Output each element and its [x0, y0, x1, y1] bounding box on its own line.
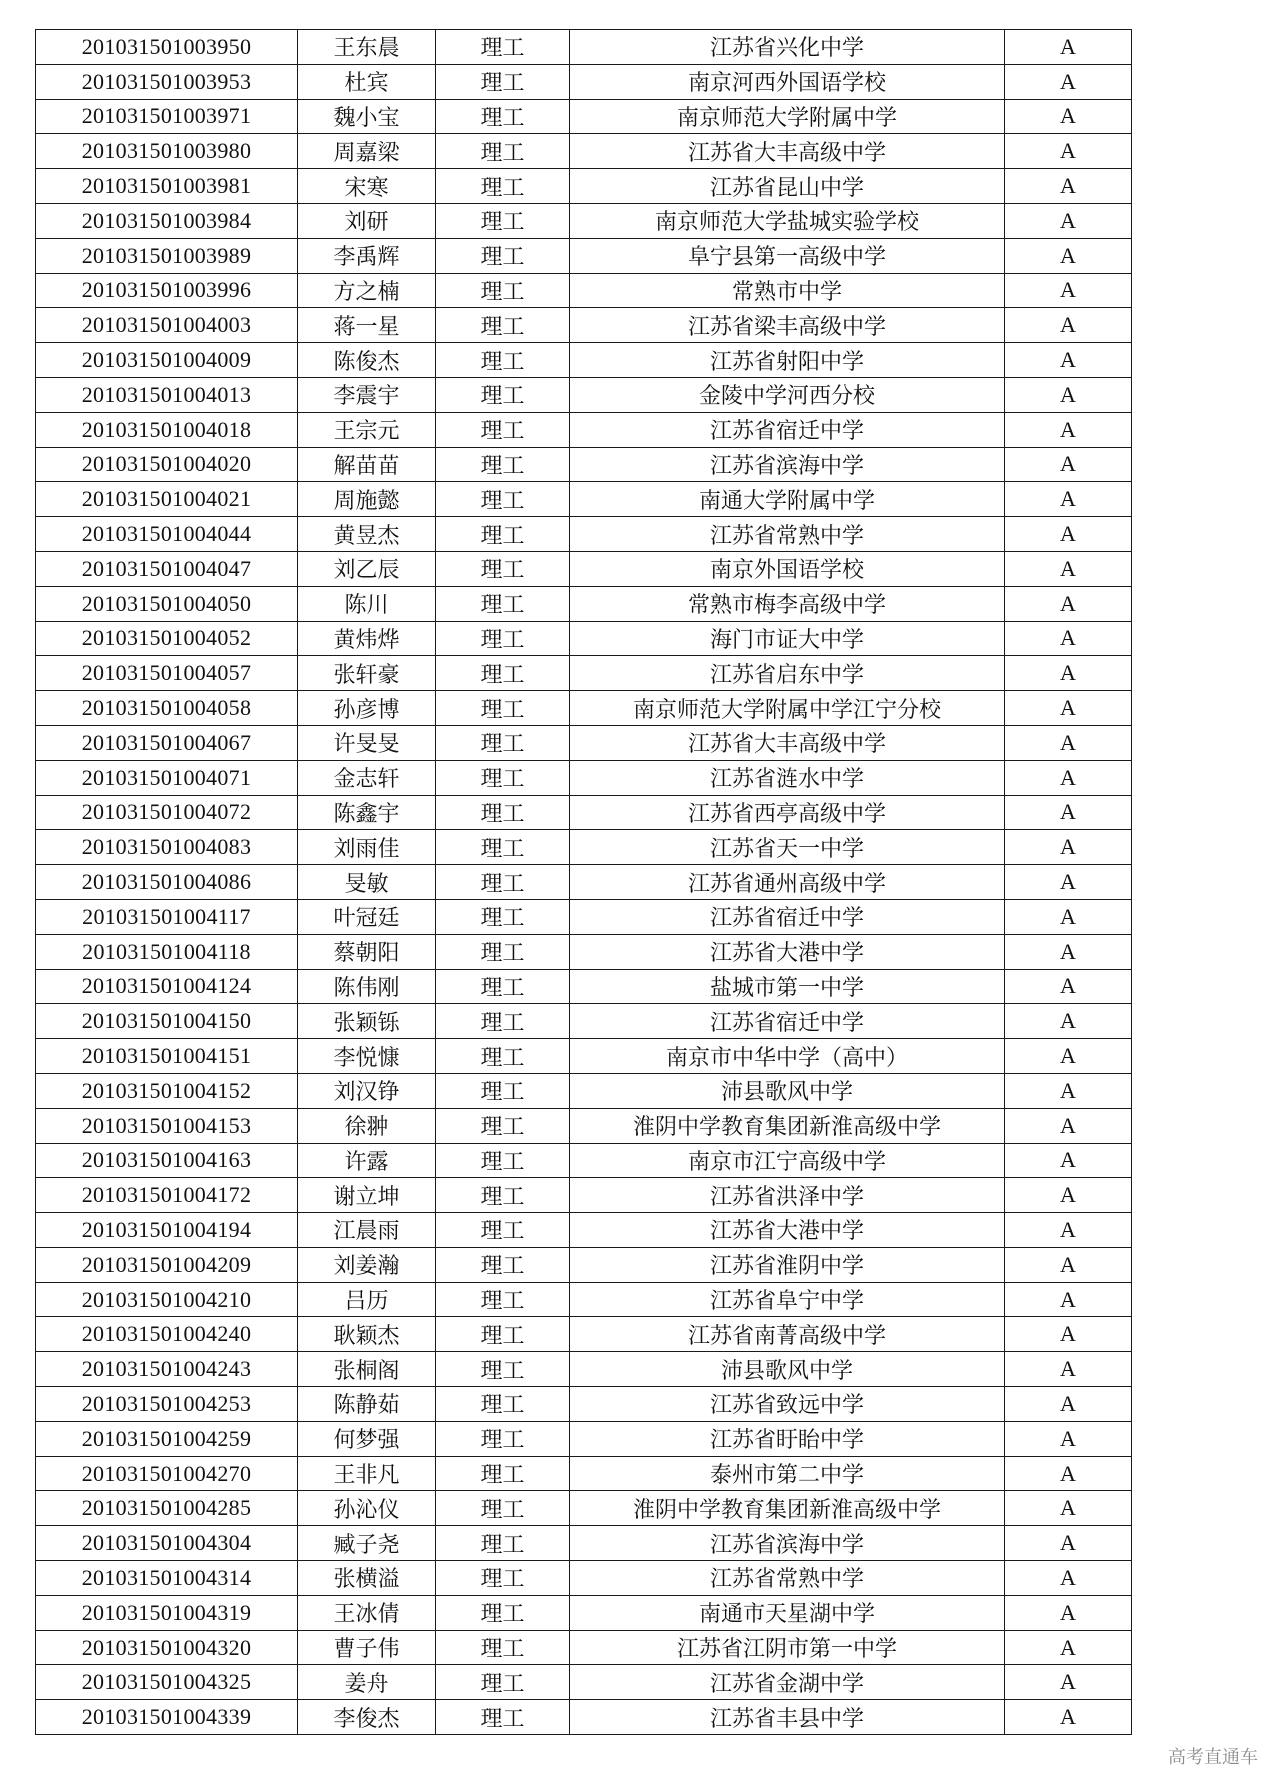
candidate-id-cell: 201031501004319	[36, 1595, 298, 1630]
category-cell: 理工	[436, 830, 570, 865]
grade-cell: A	[1005, 1630, 1132, 1665]
category-cell: 理工	[436, 1387, 570, 1422]
category-cell: 理工	[436, 621, 570, 656]
table-row	[36, 1491, 1132, 1526]
grade-cell: A	[1005, 273, 1132, 308]
grade-cell: A	[1005, 795, 1132, 830]
category-cell: 理工	[436, 1178, 570, 1213]
grade-cell: A	[1005, 865, 1132, 900]
grade-cell: A	[1005, 1456, 1132, 1491]
candidate-id-cell: 201031501004058	[36, 691, 298, 726]
name-cell: 陈静茹	[298, 1387, 436, 1422]
school-cell: 江苏省滨海中学	[570, 447, 1005, 482]
grade-cell: A	[1005, 1213, 1132, 1248]
grade-cell: A	[1005, 482, 1132, 517]
category-cell: 理工	[436, 1700, 570, 1735]
grade-cell: A	[1005, 1561, 1132, 1596]
school-cell: 江苏省大港中学	[570, 1213, 1005, 1248]
name-cell: 曹子伟	[298, 1630, 436, 1665]
name-cell: 王冰倩	[298, 1595, 436, 1630]
grade-cell: A	[1005, 1178, 1132, 1213]
candidate-id-cell: 201031501004304	[36, 1526, 298, 1561]
candidate-id-cell: 201031501004044	[36, 517, 298, 552]
table-row	[36, 169, 1132, 204]
table-row	[36, 691, 1132, 726]
name-cell: 王宗元	[298, 412, 436, 447]
school-cell: 南京师范大学附属中学江宁分校	[570, 691, 1005, 726]
table-row	[36, 343, 1132, 378]
name-cell: 李禹辉	[298, 238, 436, 273]
category-cell: 理工	[436, 1665, 570, 1700]
table-row	[36, 1247, 1132, 1282]
name-cell: 周施懿	[298, 482, 436, 517]
candidate-id-cell: 201031501004003	[36, 308, 298, 343]
category-cell: 理工	[436, 99, 570, 134]
table-row	[36, 830, 1132, 865]
school-cell: 江苏省南菁高级中学	[570, 1317, 1005, 1352]
name-cell: 谢立坤	[298, 1178, 436, 1213]
table-row	[36, 134, 1132, 169]
candidate-id-cell: 201031501004009	[36, 343, 298, 378]
name-cell: 刘汉铮	[298, 1073, 436, 1108]
school-cell: 江苏省常熟中学	[570, 1561, 1005, 1596]
category-cell: 理工	[436, 1630, 570, 1665]
grade-cell: A	[1005, 1387, 1132, 1422]
table-row	[36, 1143, 1132, 1178]
grade-cell: A	[1005, 134, 1132, 169]
table-row	[36, 1526, 1132, 1561]
category-cell: 理工	[436, 1039, 570, 1074]
name-cell: 陈川	[298, 586, 436, 621]
school-cell: 淮阴中学教育集团新淮高级中学	[570, 1108, 1005, 1143]
table-row	[36, 273, 1132, 308]
school-cell: 江苏省启东中学	[570, 656, 1005, 691]
candidate-id-cell: 201031501004152	[36, 1073, 298, 1108]
category-cell: 理工	[436, 725, 570, 760]
candidate-id-cell: 201031501004117	[36, 899, 298, 934]
category-cell: 理工	[436, 1561, 570, 1596]
candidate-id-cell: 201031501004163	[36, 1143, 298, 1178]
candidate-id-cell: 201031501003953	[36, 64, 298, 99]
school-cell: 江苏省涟水中学	[570, 760, 1005, 795]
table-row	[36, 1700, 1132, 1735]
table-row	[36, 934, 1132, 969]
school-cell: 江苏省昆山中学	[570, 169, 1005, 204]
category-cell: 理工	[436, 134, 570, 169]
name-cell: 江晨雨	[298, 1213, 436, 1248]
table-row	[36, 1595, 1132, 1630]
grade-cell: A	[1005, 1526, 1132, 1561]
school-cell: 海门市证大中学	[570, 621, 1005, 656]
school-cell: 常熟市梅李高级中学	[570, 586, 1005, 621]
school-cell: 南通大学附属中学	[570, 482, 1005, 517]
category-cell: 理工	[436, 169, 570, 204]
category-cell: 理工	[436, 551, 570, 586]
school-cell: 江苏省致远中学	[570, 1387, 1005, 1422]
school-cell: 江苏省梁丰高级中学	[570, 308, 1005, 343]
grade-cell: A	[1005, 99, 1132, 134]
category-cell: 理工	[436, 377, 570, 412]
table-row	[36, 412, 1132, 447]
name-cell: 刘雨佳	[298, 830, 436, 865]
school-cell: 江苏省丰县中学	[570, 1700, 1005, 1735]
candidate-id-cell: 201031501004320	[36, 1630, 298, 1665]
school-cell: 江苏省滨海中学	[570, 1526, 1005, 1561]
school-cell: 江苏省射阳中学	[570, 343, 1005, 378]
category-cell: 理工	[436, 795, 570, 830]
candidate-id-cell: 201031501004124	[36, 969, 298, 1004]
table-row	[36, 1039, 1132, 1074]
name-cell: 杜宾	[298, 64, 436, 99]
category-cell: 理工	[436, 656, 570, 691]
school-cell: 南京师范大学附属中学	[570, 99, 1005, 134]
grade-cell: A	[1005, 64, 1132, 99]
grade-cell: A	[1005, 377, 1132, 412]
name-cell: 解苗苗	[298, 447, 436, 482]
table-row	[36, 1108, 1132, 1143]
school-cell: 江苏省天一中学	[570, 830, 1005, 865]
school-cell: 江苏省兴化中学	[570, 30, 1005, 65]
category-cell: 理工	[436, 1456, 570, 1491]
grade-cell: A	[1005, 1491, 1132, 1526]
category-cell: 理工	[436, 1247, 570, 1282]
grade-cell: A	[1005, 343, 1132, 378]
grade-cell: A	[1005, 969, 1132, 1004]
name-cell: 王东晨	[298, 30, 436, 65]
table-row	[36, 517, 1132, 552]
school-cell: 南京河西外国语学校	[570, 64, 1005, 99]
grade-cell: A	[1005, 1700, 1132, 1735]
name-cell: 徐翀	[298, 1108, 436, 1143]
candidate-id-cell: 201031501004172	[36, 1178, 298, 1213]
name-cell: 黄昱杰	[298, 517, 436, 552]
category-cell: 理工	[436, 1595, 570, 1630]
grade-cell: A	[1005, 238, 1132, 273]
candidate-id-cell: 201031501004071	[36, 760, 298, 795]
grade-cell: A	[1005, 691, 1132, 726]
school-cell: 江苏省常熟中学	[570, 517, 1005, 552]
grade-cell: A	[1005, 1247, 1132, 1282]
school-cell: 江苏省洪泽中学	[570, 1178, 1005, 1213]
grade-cell: A	[1005, 934, 1132, 969]
name-cell: 张颖铄	[298, 1004, 436, 1039]
table-row	[36, 1421, 1132, 1456]
candidate-table	[35, 29, 1132, 1735]
name-cell: 王非凡	[298, 1456, 436, 1491]
name-cell: 李悦慷	[298, 1039, 436, 1074]
table-row	[36, 865, 1132, 900]
category-cell: 理工	[436, 899, 570, 934]
name-cell: 魏小宝	[298, 99, 436, 134]
category-cell: 理工	[436, 482, 570, 517]
table-row	[36, 1073, 1132, 1108]
category-cell: 理工	[436, 308, 570, 343]
candidate-id-cell: 201031501003971	[36, 99, 298, 134]
school-cell: 南京师范大学盐城实验学校	[570, 203, 1005, 238]
grade-cell: A	[1005, 656, 1132, 691]
candidate-id-cell: 201031501004240	[36, 1317, 298, 1352]
name-cell: 李俊杰	[298, 1700, 436, 1735]
table-row	[36, 1317, 1132, 1352]
candidate-id-cell: 201031501004150	[36, 1004, 298, 1039]
table-row	[36, 64, 1132, 99]
grade-cell: A	[1005, 1352, 1132, 1387]
category-cell: 理工	[436, 1108, 570, 1143]
grade-cell: A	[1005, 725, 1132, 760]
name-cell: 蔡朝阳	[298, 934, 436, 969]
table-row	[36, 308, 1132, 343]
grade-cell: A	[1005, 447, 1132, 482]
candidate-id-cell: 201031501003989	[36, 238, 298, 273]
candidate-id-cell: 201031501004325	[36, 1665, 298, 1700]
grade-cell: A	[1005, 1421, 1132, 1456]
category-cell: 理工	[436, 1004, 570, 1039]
table-row	[36, 1352, 1132, 1387]
table-row	[36, 551, 1132, 586]
candidate-id-cell: 201031501004314	[36, 1561, 298, 1596]
grade-cell: A	[1005, 1073, 1132, 1108]
name-cell: 刘研	[298, 203, 436, 238]
table-row	[36, 1213, 1132, 1248]
table-row	[36, 203, 1132, 238]
watermark: 高考直通车	[1168, 1747, 1258, 1768]
candidate-id-cell: 201031501004285	[36, 1491, 298, 1526]
name-cell: 孙彦博	[298, 691, 436, 726]
table-row	[36, 1561, 1132, 1596]
name-cell: 旻敏	[298, 865, 436, 900]
candidate-id-cell: 201031501004067	[36, 725, 298, 760]
category-cell: 理工	[436, 865, 570, 900]
grade-cell: A	[1005, 551, 1132, 586]
candidate-id-cell: 201031501004050	[36, 586, 298, 621]
candidate-id-cell: 201031501004194	[36, 1213, 298, 1248]
school-cell: 常熟市中学	[570, 273, 1005, 308]
candidate-id-cell: 201031501004052	[36, 621, 298, 656]
name-cell: 黄炜烨	[298, 621, 436, 656]
school-cell: 沛县歌风中学	[570, 1352, 1005, 1387]
name-cell: 陈俊杰	[298, 343, 436, 378]
grade-cell: A	[1005, 1282, 1132, 1317]
name-cell: 刘姜瀚	[298, 1247, 436, 1282]
school-cell: 泰州市第二中学	[570, 1456, 1005, 1491]
category-cell: 理工	[436, 1143, 570, 1178]
name-cell: 宋寒	[298, 169, 436, 204]
table-row	[36, 1004, 1132, 1039]
category-cell: 理工	[436, 1073, 570, 1108]
candidate-id-cell: 201031501004153	[36, 1108, 298, 1143]
category-cell: 理工	[436, 691, 570, 726]
name-cell: 许露	[298, 1143, 436, 1178]
candidate-id-cell: 201031501003984	[36, 203, 298, 238]
name-cell: 陈鑫宇	[298, 795, 436, 830]
grade-cell: A	[1005, 30, 1132, 65]
category-cell: 理工	[436, 1352, 570, 1387]
candidate-id-cell: 201031501003996	[36, 273, 298, 308]
school-cell: 江苏省西亭高级中学	[570, 795, 1005, 830]
category-cell: 理工	[436, 273, 570, 308]
grade-cell: A	[1005, 1665, 1132, 1700]
school-cell: 江苏省宿迁中学	[570, 1004, 1005, 1039]
category-cell: 理工	[436, 586, 570, 621]
table-row	[36, 1387, 1132, 1422]
table-row	[36, 377, 1132, 412]
category-cell: 理工	[436, 1282, 570, 1317]
category-cell: 理工	[436, 1526, 570, 1561]
candidate-id-cell: 201031501004209	[36, 1247, 298, 1282]
school-cell: 江苏省江阴市第一中学	[570, 1630, 1005, 1665]
candidate-id-cell: 201031501004020	[36, 447, 298, 482]
grade-cell: A	[1005, 517, 1132, 552]
category-cell: 理工	[436, 1317, 570, 1352]
candidate-id-cell: 201031501004013	[36, 377, 298, 412]
grade-cell: A	[1005, 169, 1132, 204]
school-cell: 江苏省大港中学	[570, 934, 1005, 969]
grade-cell: A	[1005, 1143, 1132, 1178]
table-row	[36, 1456, 1132, 1491]
table-row	[36, 760, 1132, 795]
table-row	[36, 447, 1132, 482]
name-cell: 张桐阁	[298, 1352, 436, 1387]
school-cell: 沛县歌风中学	[570, 1073, 1005, 1108]
school-cell: 江苏省金湖中学	[570, 1665, 1005, 1700]
candidate-id-cell: 201031501004072	[36, 795, 298, 830]
grade-cell: A	[1005, 1595, 1132, 1630]
candidate-id-cell: 201031501003950	[36, 30, 298, 65]
school-cell: 江苏省淮阴中学	[570, 1247, 1005, 1282]
school-cell: 江苏省通州高级中学	[570, 865, 1005, 900]
grade-cell: A	[1005, 586, 1132, 621]
school-cell: 江苏省大丰高级中学	[570, 134, 1005, 169]
name-cell: 耿颖杰	[298, 1317, 436, 1352]
table-row	[36, 899, 1132, 934]
school-cell: 南京市江宁高级中学	[570, 1143, 1005, 1178]
grade-cell: A	[1005, 1004, 1132, 1039]
table-row	[36, 30, 1132, 65]
grade-cell: A	[1005, 830, 1132, 865]
school-cell: 江苏省宿迁中学	[570, 899, 1005, 934]
candidate-id-cell: 201031501004339	[36, 1700, 298, 1735]
name-cell: 孙沁仪	[298, 1491, 436, 1526]
candidate-id-cell: 201031501004210	[36, 1282, 298, 1317]
grade-cell: A	[1005, 412, 1132, 447]
table-row	[36, 482, 1132, 517]
table-row	[36, 1665, 1132, 1700]
name-cell: 周嘉梁	[298, 134, 436, 169]
name-cell: 姜舟	[298, 1665, 436, 1700]
category-cell: 理工	[436, 30, 570, 65]
candidate-id-cell: 201031501004259	[36, 1421, 298, 1456]
name-cell: 臧子尧	[298, 1526, 436, 1561]
school-cell: 金陵中学河西分校	[570, 377, 1005, 412]
candidate-id-cell: 201031501004018	[36, 412, 298, 447]
candidate-id-cell: 201031501004057	[36, 656, 298, 691]
category-cell: 理工	[436, 343, 570, 378]
name-cell: 方之楠	[298, 273, 436, 308]
grade-cell: A	[1005, 1039, 1132, 1074]
name-cell: 吕历	[298, 1282, 436, 1317]
table-row	[36, 795, 1132, 830]
table-row	[36, 1630, 1132, 1665]
category-cell: 理工	[436, 238, 570, 273]
grade-cell: A	[1005, 203, 1132, 238]
school-cell: 江苏省盱眙中学	[570, 1421, 1005, 1456]
candidate-id-cell: 201031501003980	[36, 134, 298, 169]
name-cell: 许旻旻	[298, 725, 436, 760]
candidate-id-cell: 201031501004047	[36, 551, 298, 586]
school-cell: 盐城市第一中学	[570, 969, 1005, 1004]
candidate-id-cell: 201031501004086	[36, 865, 298, 900]
school-cell: 江苏省大丰高级中学	[570, 725, 1005, 760]
category-cell: 理工	[436, 412, 570, 447]
category-cell: 理工	[436, 1213, 570, 1248]
school-cell: 淮阴中学教育集团新淮高级中学	[570, 1491, 1005, 1526]
school-cell: 江苏省阜宁中学	[570, 1282, 1005, 1317]
category-cell: 理工	[436, 447, 570, 482]
name-cell: 李震宇	[298, 377, 436, 412]
table-row	[36, 621, 1132, 656]
table-row	[36, 1178, 1132, 1213]
school-cell: 南通市天星湖中学	[570, 1595, 1005, 1630]
school-cell: 南京市中华中学（高中）	[570, 1039, 1005, 1074]
candidate-id-cell: 201031501004253	[36, 1387, 298, 1422]
name-cell: 陈伟刚	[298, 969, 436, 1004]
grade-cell: A	[1005, 1108, 1132, 1143]
name-cell: 张横溢	[298, 1561, 436, 1596]
school-cell: 阜宁县第一高级中学	[570, 238, 1005, 273]
name-cell: 蒋一星	[298, 308, 436, 343]
category-cell: 理工	[436, 517, 570, 552]
candidate-id-cell: 201031501004151	[36, 1039, 298, 1074]
table-row	[36, 586, 1132, 621]
candidate-id-cell: 201031501003981	[36, 169, 298, 204]
category-cell: 理工	[436, 1491, 570, 1526]
category-cell: 理工	[436, 934, 570, 969]
candidate-id-cell: 201031501004021	[36, 482, 298, 517]
category-cell: 理工	[436, 969, 570, 1004]
name-cell: 何梦强	[298, 1421, 436, 1456]
candidate-table-body	[36, 30, 1132, 1735]
table-row	[36, 969, 1132, 1004]
table-row	[36, 725, 1132, 760]
table-row	[36, 1282, 1132, 1317]
grade-cell: A	[1005, 899, 1132, 934]
table-row	[36, 99, 1132, 134]
table-row	[36, 656, 1132, 691]
grade-cell: A	[1005, 760, 1132, 795]
name-cell: 刘乙辰	[298, 551, 436, 586]
candidate-id-cell: 201031501004118	[36, 934, 298, 969]
candidate-id-cell: 201031501004270	[36, 1456, 298, 1491]
name-cell: 金志轩	[298, 760, 436, 795]
category-cell: 理工	[436, 760, 570, 795]
grade-cell: A	[1005, 1317, 1132, 1352]
candidate-id-cell: 201031501004243	[36, 1352, 298, 1387]
category-cell: 理工	[436, 203, 570, 238]
category-cell: 理工	[436, 64, 570, 99]
table-row	[36, 238, 1132, 273]
grade-cell: A	[1005, 308, 1132, 343]
school-cell: 江苏省宿迁中学	[570, 412, 1005, 447]
category-cell: 理工	[436, 1421, 570, 1456]
name-cell: 叶冠廷	[298, 899, 436, 934]
grade-cell: A	[1005, 621, 1132, 656]
name-cell: 张轩豪	[298, 656, 436, 691]
school-cell: 南京外国语学校	[570, 551, 1005, 586]
candidate-id-cell: 201031501004083	[36, 830, 298, 865]
